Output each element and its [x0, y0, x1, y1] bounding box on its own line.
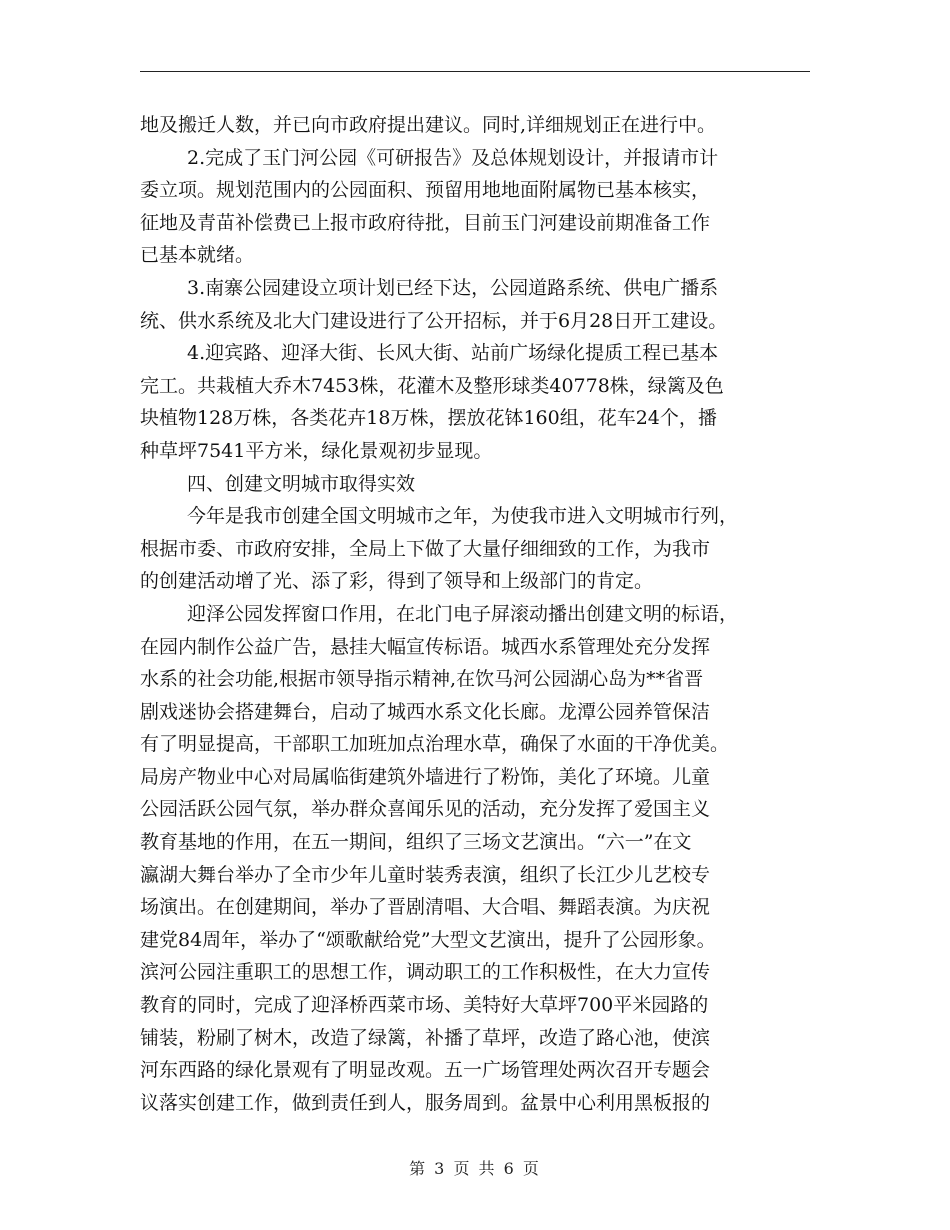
- text-line: 公园活跃公园气氛，举办群众喜闻乐见的活动，充分发挥了爱国主义: [140, 798, 711, 821]
- text-line: 根据市委、市政府安排，全局上下做了大量仔细细致的工作，为我市: [140, 537, 711, 560]
- header-rule: [140, 71, 810, 72]
- text-line: 迎泽公园发挥窗口作用，在北门电子屏滚动播出创建文明的标语，: [187, 602, 739, 625]
- text-line: 滨河公园注重职工的思想工作，调动职工的工作积极性，在大力宣传: [140, 961, 711, 984]
- text-line: 4.迎宾路、迎泽大街、长风大街、站前广场绿化提质工程已基本: [187, 342, 719, 365]
- text-line: 委立项。规划范围内的公园面积、预留用地地面附属物已基本核实，: [140, 179, 711, 202]
- text-line: 2.完成了玉门河公园《可研报告》及总体规划设计，并报请市计: [187, 146, 719, 169]
- text-line: 的创建活动增了光、添了彩，得到了领导和上级部门的肯定。: [140, 570, 654, 593]
- text-line: 水系的社会功能,根据市领导指示精神,在饮马河公园湖心岛为**省晋: [140, 668, 704, 691]
- text-line: 局房产物业中心对局属临街建筑外墙进行了粉饰，美化了环境。儿童: [140, 765, 711, 788]
- text-line: 剧戏迷协会搭建舞台，启动了城西水系文化长廊。龙潭公园养管保洁: [140, 700, 711, 723]
- text-line: 已基本就绪。: [140, 244, 255, 267]
- text-line: 议落实创建工作，做到责任到人，服务周到。盆景中心利用黑板报的: [140, 1091, 711, 1114]
- text-line: 今年是我市创建全国文明城市之年，为使我市进入文明城市行列，: [187, 505, 739, 528]
- text-line: 统、供水系统及北大门建设进行了公开招标，并于6月28日开工建设。: [140, 309, 728, 332]
- text-line: 有了明显提高，干部职工加班加点治理水草，确保了水面的干净优美。: [140, 733, 730, 756]
- text-line: 完工。共栽植大乔木7453株，花灌木及整形球类40778株，绿篱及色: [140, 374, 724, 397]
- text-line: 地及搬迁人数，并已向市政府提出建议。同时,详细规划正在进行中。: [140, 114, 717, 136]
- page-footer: 第 3 页 共 6 页: [409, 1159, 541, 1178]
- text-line: 铺装，粉刷了树木，改造了绿篱，补播了草坪，改造了路心池，使滨: [140, 1026, 711, 1049]
- text-line: 建党84周年，举办了“颂歌献给党”大型文艺演出，提升了公园形象。: [140, 928, 716, 951]
- text-line: 场演出。在创建期间，举办了晋剧清唱、大合唱、舞蹈表演。为庆祝: [140, 896, 711, 919]
- text-line: 教育的同时，完成了迎泽桥西菜市场、美特好大草坪700平米园路的: [140, 994, 709, 1017]
- text-line: 征地及青苗补偿费已上报市政府待批，目前玉门河建设前期准备工作: [140, 211, 711, 234]
- text-line: 3.南寨公园建设立项计划已经下达，公园道路系统、供电广播系: [187, 276, 719, 299]
- text-line: 在园内制作公益广告，悬挂大幅宣传标语。城西水系管理处充分发挥: [140, 635, 711, 658]
- text-line: 块植物128万株，各类花卉18万株，摆放花钵160组，花车24个，播: [140, 407, 717, 430]
- text-line: 瀛湖大舞台举办了全市少年儿童时装秀表演，组织了长江少儿艺校专: [140, 863, 711, 886]
- text-line: 种草坪7541平方米，绿化景观初步显现。: [140, 439, 493, 462]
- document-body: [140, 109, 820, 1119]
- text-line: 教育基地的作用，在五一期间，组织了三场文艺演出。“六一”在文: [140, 831, 692, 854]
- text-line: 四、创建文明城市取得实效: [187, 472, 416, 495]
- text-line: 河东西路的绿化景观有了明显改观。五一广场管理处两次召开专题会: [140, 1059, 711, 1082]
